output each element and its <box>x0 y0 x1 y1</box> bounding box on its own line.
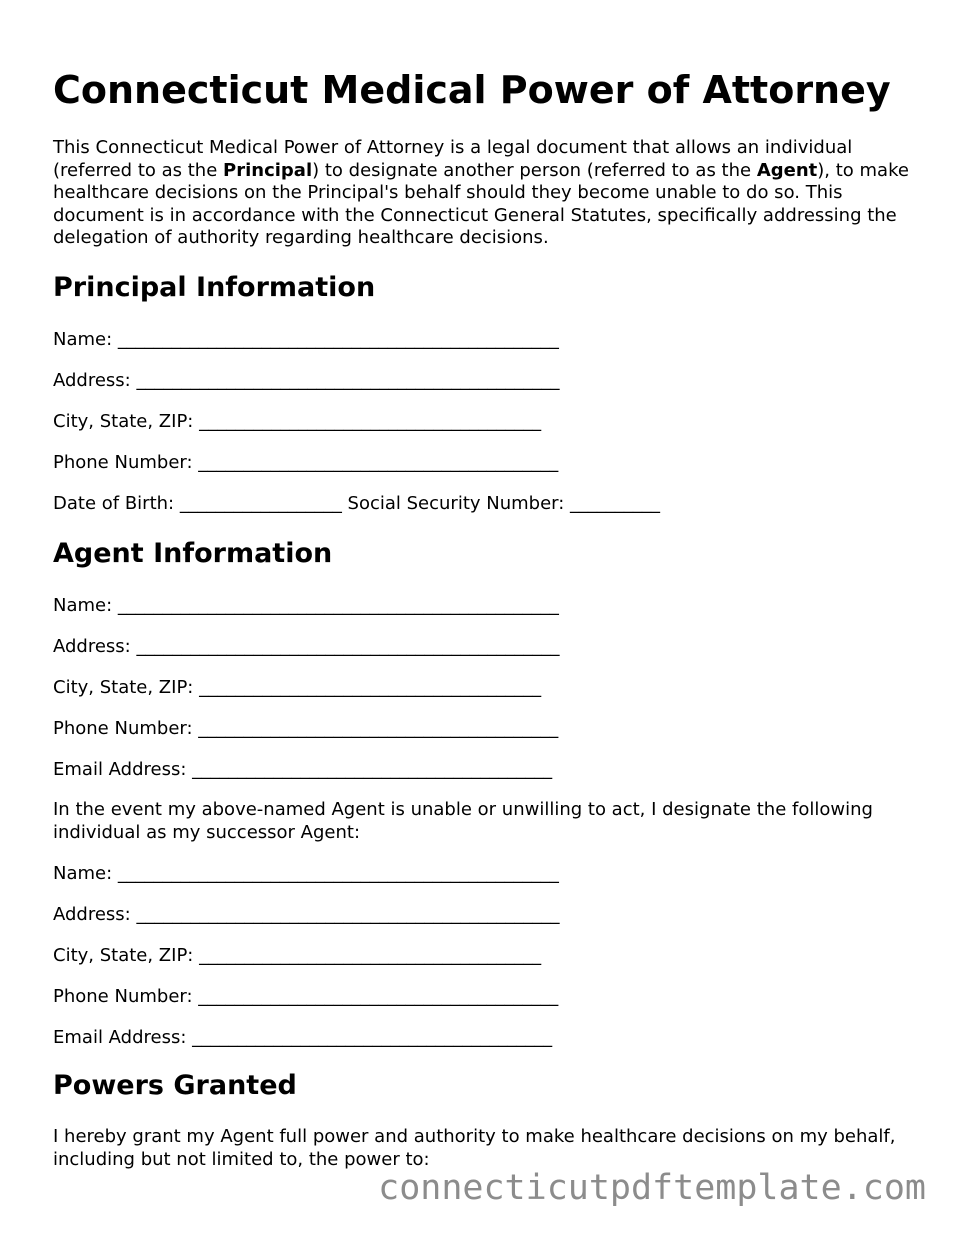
document-title: Connecticut Medical Power of Attorney <box>53 68 891 112</box>
principal-term: Principal <box>223 159 313 181</box>
principal-heading: Principal Information <box>53 272 376 303</box>
intro-paragraph <box>53 137 913 250</box>
powers-intro: I hereby grant my Agent full power and authority to make healthcare decisions on my behalf, including but not limited to, the power to: <box>53 1126 896 1170</box>
intro-text-1: This Connecticut Medical Power of Attorney is a legal document that allows an individual (referred to as the <box>53 137 853 181</box>
principal-dob-ssn-field[interactable]: Date of Birth: __________________ Social Security Number: __________ <box>53 493 661 514</box>
watermark-text: connecticutpdftemplate.com <box>378 1168 926 1208</box>
agent-term: Agent <box>756 159 818 181</box>
principal-name-field[interactable]: Name: _________________________________________________ <box>53 329 559 350</box>
successor-phone-field[interactable]: Phone Number: ________________________________________ <box>53 986 559 1007</box>
principal-city-field[interactable]: City, State, ZIP: ______________________________________ <box>53 411 542 432</box>
agent-heading: Agent Information <box>53 538 333 569</box>
intro-text-2: ) to designate another person (referred to as the <box>312 159 757 181</box>
principal-phone-field[interactable]: Phone Number: ________________________________________ <box>53 452 559 473</box>
successor-intro: In the event my above-named Agent is unable or unwilling to act, I designate the following individual as my successor Agent: <box>53 799 873 843</box>
agent-phone-field[interactable]: Phone Number: ________________________________________ <box>53 718 559 739</box>
principal-address-field[interactable]: Address: _______________________________________________ <box>53 370 560 391</box>
successor-name-field[interactable]: Name: _________________________________________________ <box>53 863 559 884</box>
successor-email-field[interactable]: Email Address: ________________________________________ <box>53 1027 553 1048</box>
powers-heading: Powers Granted <box>53 1070 297 1101</box>
successor-address-field[interactable]: Address: _______________________________________________ <box>53 904 560 925</box>
agent-name-field[interactable]: Name: _________________________________________________ <box>53 595 559 616</box>
agent-city-field[interactable]: City, State, ZIP: ______________________________________ <box>53 677 542 698</box>
successor-city-field[interactable]: City, State, ZIP: ______________________________________ <box>53 945 542 966</box>
agent-email-field[interactable]: Email Address: ________________________________________ <box>53 759 553 780</box>
intro-text-3: ), to make healthcare decisions on the Principal's behalf should they become unable to do so. This document is in accordance with the Connecticut General Statutes, specifically addressing the delegation of authority regarding healthcare decisions. <box>53 159 909 248</box>
agent-address-field[interactable]: Address: _______________________________________________ <box>53 636 560 657</box>
